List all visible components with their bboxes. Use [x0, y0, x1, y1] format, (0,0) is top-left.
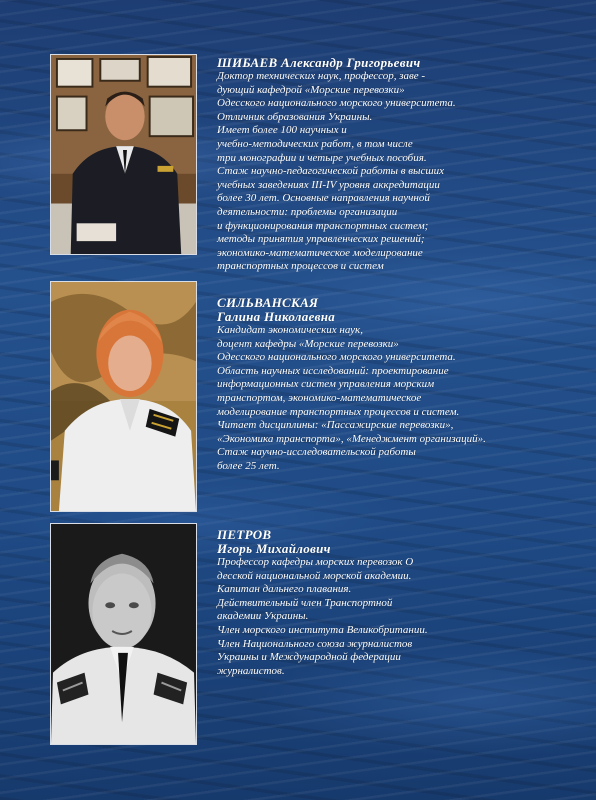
bio-line: три монографии и четыре учебных пособия.: [217, 151, 427, 164]
bio-line: дующий кафедрой «Морские перевозки»: [217, 83, 405, 96]
bio-line: Стаж научно-исследовательской работы: [217, 446, 416, 459]
bio-line: транспортом, экономико-математическое: [217, 391, 422, 404]
bio-line: транспортных процессов и систем: [217, 260, 384, 273]
bio-line: Профессор кафедры морских перевозок О: [217, 556, 414, 568]
bio-line: методы принятия управленческих решений;: [217, 233, 425, 246]
person-given-name: Игорь Михайлович: [217, 541, 331, 556]
bio-line: экономико-математическое моделирование: [217, 246, 423, 259]
bio-line: Область научных исследований: проектирование: [217, 364, 449, 377]
bio-line: моделирование транспортных процессов и систем.: [217, 405, 460, 418]
bio-line: журналистов.: [217, 664, 285, 677]
portrait-photo-silvanskaya: [50, 281, 197, 512]
bio-line: Стаж научно-педагогической работы в высших: [217, 165, 445, 178]
portrait-photo-shibaev: [50, 54, 197, 255]
bio-line: деятельности: проблемы организации: [217, 205, 398, 218]
bio-line: Одесского национального морского университета.: [217, 97, 456, 110]
bio-line: и функционирования транспортных систем;: [217, 219, 429, 232]
bio-line: десской национальной морской академии.: [217, 569, 412, 582]
person-given-name: Галина Николаевна: [217, 309, 336, 324]
bio-block-petrov: [217, 528, 587, 678]
bio-line: Имеет более 100 научных и: [217, 124, 347, 137]
bio-line: академии Украины.: [217, 610, 309, 623]
bio-line: Член морского института Великобритании.: [217, 623, 428, 636]
bio-line: учебно-методических работ, в том числе: [217, 137, 413, 150]
bio-line: Отличник образования Украины.: [217, 110, 373, 123]
bio-line: «Экономика транспорта», «Менеджмент организаций».: [217, 432, 486, 445]
bio-block-shibaev: [217, 56, 587, 274]
bio-line: информационных систем управления морским: [217, 378, 435, 391]
portrait-photo-petrov: [50, 523, 197, 745]
bio-line: Читает дисциплины: «Пассажирские перевозки»,: [217, 419, 454, 432]
bio-line: более 30 лет. Основные направления научной: [217, 192, 430, 205]
person-surname: СИЛЬВАНСКАЯ: [217, 295, 319, 310]
bio-block-silvanskaya: [217, 296, 587, 474]
person-surname: ПЕТРОВ: [217, 527, 272, 542]
bio-line: более 25 лет.: [217, 459, 280, 472]
bio-line: доцент кафедры «Морские перевозки»: [217, 337, 399, 350]
bio-line: Капитан дальнего плавания.: [217, 583, 352, 596]
bio-line: Кандидат экономических наук,: [217, 324, 363, 336]
bio-line: Одесского национального морского университета.: [217, 351, 456, 364]
bio-line: Украины и Международной федерации: [217, 651, 401, 664]
bio-line: учебных заведениях III-IV уровня аккредитации: [217, 178, 440, 191]
bio-line: Доктор технических наук, профессор, заве -: [217, 70, 426, 82]
bio-line: Действительный член Транспортной: [217, 596, 393, 609]
person-name: ШИБАЕВ Александр Григорьевич: [217, 55, 421, 70]
bio-line: Член Национального союза журналистов: [217, 637, 413, 650]
